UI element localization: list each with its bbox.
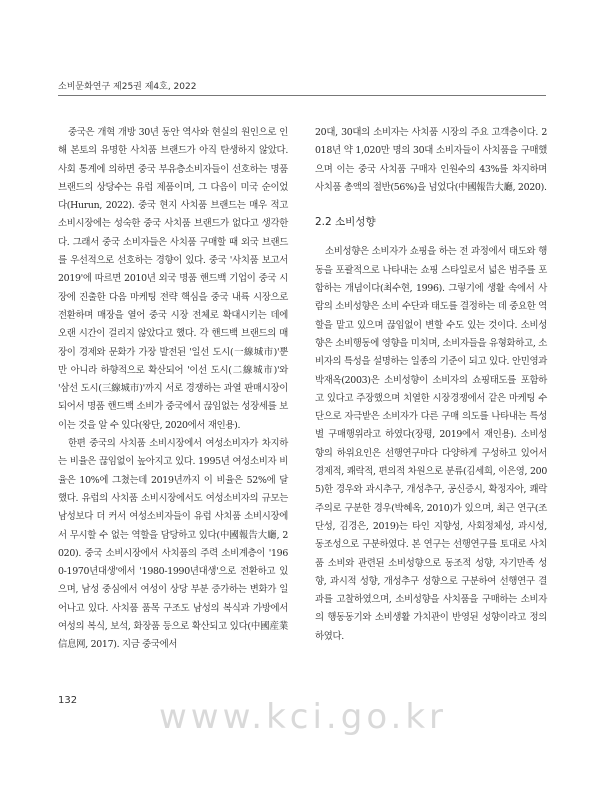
body-paragraph: 소비성향은 소비자가 쇼핑을 하는 전 과정에서 태도와 행동을 포괄적으로 나타내는 쇼핑 스타일로서 넓은 범주를 포함하는 개념이다(최수현, 1996). 그렇기에 생활 속에서 사람의 소비성향은 소비 수단과 태도를 결정하는 데 중요한 역할을 맡고 있으며 끊임없이 변할 수도 있는 것이다. 소비성향은 소비행동에 영향을 미치며, 소비자들을 유형화하고, 소비자의 특성을 설명하는 일종의 기준이 되고 있다. 안민영과 박재옥(2003)은 소비성향이 소비자의 쇼핑태도를 포함하고 있다고 주장했으며 치열한 시장경쟁에서 같은 마케팅 수단으로 자극받은 소비자가 다른 구매 의도를 나타내는 특성별 구매행위라고 하였다(장평, 2019에서 재인용). 소비성향의 하위요인은 선행연구마다 다양하게 구성하고 있어서 경제적, 쾌락적, 편의적 차원으로 분류(김세희, 이은영, 2005)한 경우와 과시추구, 개성추구, 공신증시, 확정자아, 쾌락주의로 구분한 경우(박혜옥, 2010)가 있으며, 최근 연구(조단성, 김경은, 2019)는 타인 지향성, 사회정체성, 과시성, 동조성으로 구분하였다. 본 연구는 선행연구를 토대로 사치품 소비와 관련된 소비성향으로 동조적 성향, 자기만족 성향, 과시적 성향, 개성추구 성향으로 구분하여 선행연구 결과를 고찰하였으며, 소비성향을 사치품을 구매하는 소비자의 행동동기와 소비생활 가치관이 반영된 성향이라고 정의하였다. xyxy=(315,246,547,642)
header-divider xyxy=(58,95,546,96)
page-number: 132 xyxy=(58,695,78,706)
right-column xyxy=(315,124,547,646)
watermark: www.kci.go.kr xyxy=(158,697,447,737)
left-column xyxy=(58,124,288,655)
body-paragraph: 한편 중국의 사치품 소비시장에서 여성소비자가 차지하는 비율은 끊임없이 높아지고 있다. 1995년 여성소비자 비율은 10%에 그쳤는데 2019년까지 이 비율은 52%에 달했다. 유럽의 사치품 소비시장에서도 여성소비자의 규모는 남성보다 더 커서 여성소비자들이 유럽 사치품 소비시장에서 무시할 수 없는 역할을 담당하고 있다(中國報告大廳, 2020). 중국 소비시장에서 사치품의 주력 소비계층이 '1960-1970년대생'에서 '1980-1990년대생'으로 전환하고 있으며, 남성 중심에서 여성이 상당 부분 증가하는 변화가 일어나고 있다. 사치품 품목 구조도 남성의 복식과 가방에서 여성의 복식, 보석, 화장품 등으로 확산되고 있다(中國産業信息网, 2017). 지금 중국에서 xyxy=(58,438,288,651)
journal-header: 소비문화연구 제25권 제4호, 2022 xyxy=(58,82,197,92)
body-paragraph-continued: 20대, 30대의 소비자는 사치품 시장의 주요 고객층이다. 2018년 약 1,020만 명의 30대 소비자들이 사치품을 구매했으며 이는 중국 사치품 구매자 인원수의 43%를 차지하며 사치품 총액의 절반(56%)을 넘었다(中國報告大廳, 2020). xyxy=(315,127,547,193)
body-paragraph: 중국은 개혁 개방 30년 동안 역사와 현실의 원인으로 인해 본토의 유명한 사치품 브랜드가 아직 탄생하지 않았다. 사회 통계에 의하면 중국 부유층소비자들이 선호하는 명품브랜드의 상당수는 유럽 제품이며, 그 다음이 미국 순이었다(Hurun, 2022). 중국 현지 사치품 브랜드는 매우 적고 소비시장에는 성숙한 중국 사치품 브랜드가 없다고 생각한다. 그래서 중국 소비자들은 사치품 구매할 때 외국 브랜드를 우선적으로 선호하는 경향이 있다. 중국 '사치품 보고서 2019'에 따르면 2010년 외국 명품 핸드백 기업이 중국 시장에 진출한 다음 마케팅 전략 핵심을 중국 내륙 시장으로 전환하며 매장을 열어 중국 시장 전체로 확대시키는 데에 오랜 시간이 걸리지 않았다고 했다. 각 핸드백 브랜드의 매장이 경제와 문화가 가장 발전된 '일선 도시(一線城市)'뿐만 아니라 하향적으로 확산되어 '이선 도시(二線城市)'와 '삼선 도시(三線城市)'까지 서로 경쟁하는 과열 판매시장이 되어서 명품 핸드백 소비가 중국에서 끊임없는 성장세를 보이는 것을 알 수 있다(왕단, 2020에서 재인용). xyxy=(58,127,288,431)
section-heading: 2.2 소비성향 xyxy=(315,216,376,229)
